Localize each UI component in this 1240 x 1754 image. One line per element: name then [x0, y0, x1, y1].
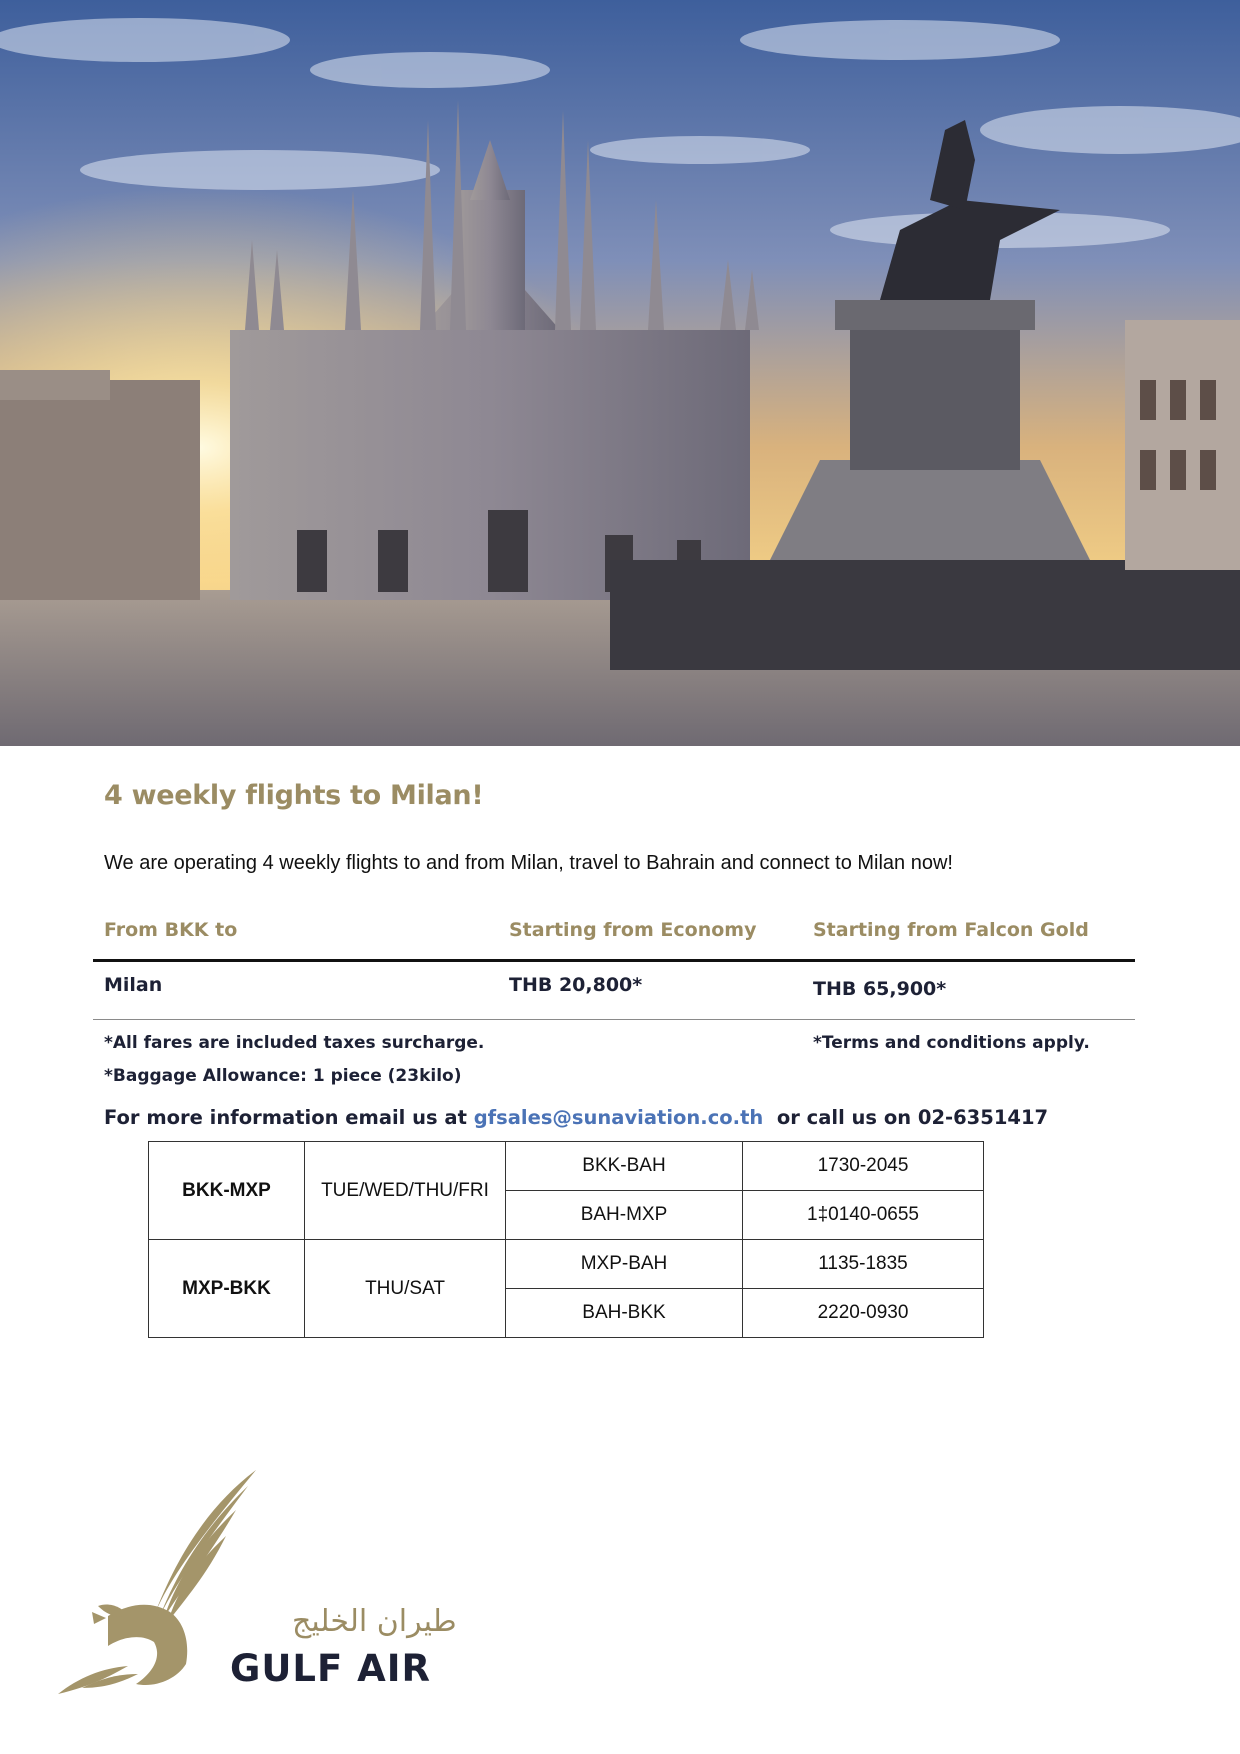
time-cell: 1730-2045 [743, 1142, 984, 1191]
time-cell: 1‡0140-0655 [743, 1191, 984, 1240]
contact-line [104, 1106, 1048, 1129]
fares-note: *All fares are included taxes surcharge. [104, 1033, 485, 1053]
hero-image [0, 0, 1240, 746]
logo-arabic-text: طيران الخليج [292, 1604, 457, 1639]
header-economy: Starting from Economy [509, 919, 757, 941]
intro-text: We are operating 4 weekly flights to and from Milan, travel to Bahrain and connect to Milan now! [104, 852, 953, 874]
time-cell: 1135-1835 [743, 1240, 984, 1289]
fare-table-header [93, 907, 1135, 955]
terms-note: *Terms and conditions apply. [813, 1033, 1090, 1053]
schedule-row [149, 1142, 984, 1191]
sector-cell: BKK-BAH [506, 1142, 743, 1191]
contact-phone: or call us on 02-6351417 [763, 1106, 1049, 1129]
contact-email-link[interactable]: gfsales@sunaviation.co.th [473, 1106, 764, 1129]
fare-row [93, 962, 1135, 1019]
route-cell: BKK-MXP [149, 1142, 305, 1240]
schedule-row [149, 1240, 984, 1289]
header-falcon-gold: Starting from Falcon Gold [813, 919, 1089, 941]
schedule-table [148, 1141, 984, 1338]
row-divider [93, 1019, 1135, 1020]
route-cell: MXP-BKK [149, 1240, 305, 1338]
days-cell: TUE/WED/THU/FRI [305, 1142, 506, 1240]
destination-cell: Milan [104, 974, 163, 996]
contact-prefix: For more information email us at [104, 1106, 474, 1129]
economy-fare: THB 20,800* [509, 974, 643, 996]
logo-wordmark: GULF AIR [230, 1647, 432, 1690]
baggage-note: *Baggage Allowance: 1 piece (23kilo) [104, 1066, 462, 1086]
sector-cell: MXP-BAH [506, 1240, 743, 1289]
fare-table [93, 907, 1135, 1020]
page-headline: 4 weekly flights to Milan! [104, 780, 484, 811]
sector-cell: BAH-MXP [506, 1191, 743, 1240]
falcon-gold-fare: THB 65,900* [813, 978, 947, 1000]
time-cell: 2220-0930 [743, 1289, 984, 1338]
days-cell: THU/SAT [305, 1240, 506, 1338]
header-from: From BKK to [104, 919, 238, 941]
sector-cell: BAH-BKK [506, 1289, 743, 1338]
